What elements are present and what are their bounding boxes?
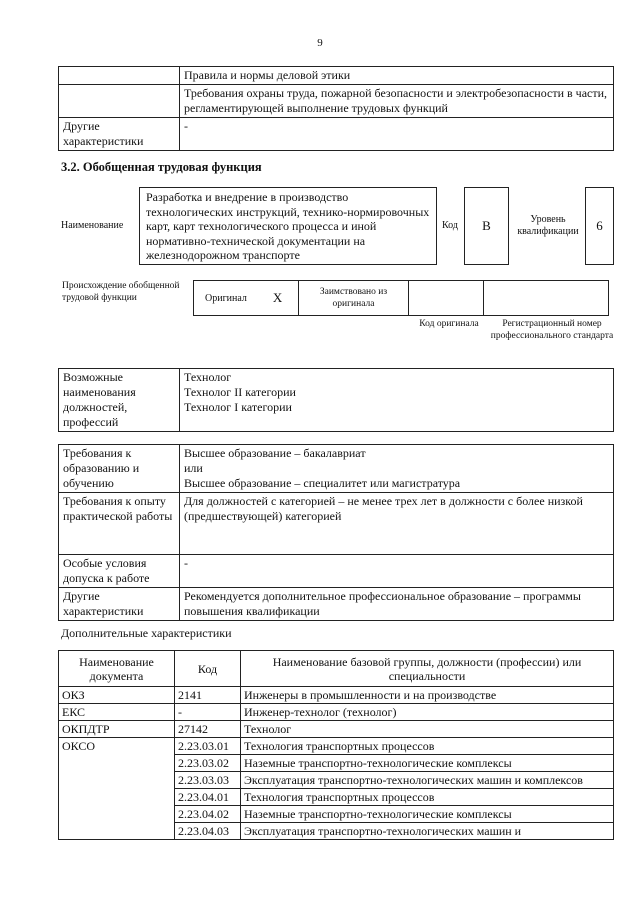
code-cell: 2.23.03.03 [175,772,241,789]
name-label: Наименование [61,220,124,231]
row-label [59,67,180,85]
name-cell: Наземные транспортно-технологические комплексы [241,755,614,772]
header-code: Код [175,651,241,687]
table-row [59,85,614,118]
code-cell: 27142 [175,721,241,738]
top-table [58,66,614,151]
table-row [59,555,614,588]
name-cell: Эксплуатация транспортно-технологических машин и [241,823,614,840]
code-label: Код [442,220,458,231]
name-cell: Технология транспортных процессов [241,789,614,806]
position-item: Технолог [184,370,232,384]
admission-value: - [180,555,614,588]
education-values [180,445,614,493]
admission-label: Особые условия допуска к работе [59,555,180,588]
doc-cell: ОКЗ [59,687,175,704]
doc-cell: ЕКС [59,704,175,721]
name-cell: Эксплуатация транспортно-технологических машин и комплексов [241,772,614,789]
header-doc: Наименование документа [59,651,175,687]
education-label: Требования к образованию и обучению [59,445,180,493]
code-cell: 2.23.03.02 [175,755,241,772]
position-item: Технолог II категории [184,385,296,399]
extra-title: Дополнительные характеристики [61,626,232,640]
level-value: 6 [585,187,614,265]
table-row [59,738,614,755]
positions-label: Возможные наименования должностей, профессий [59,369,180,432]
positions-table [58,368,614,432]
experience-label: Требования к опыту практической работы [59,493,180,555]
borrowed-label: Заимствовано из оригинала [298,280,409,316]
doc-cell: ОКСО [59,738,175,840]
row-value: - [180,118,614,151]
name-cell: Инженер-технолог (технолог) [241,704,614,721]
table-row [59,67,614,85]
function-name: Разработка и внедрение в производство технологических инструкций, технико-нормировочных карт, карт технологического процесса и иной нормативно-технической документации на железнодорожном транспорте [139,187,437,265]
code-cell: - [175,704,241,721]
experience-value: Для должностей с категорией – не менее трех лет в должности с более низкой (предшествующей) категорией [180,493,614,555]
table-row [59,118,614,151]
code-cell: 2.23.04.01 [175,789,241,806]
row-value: Требования охраны труда, пожарной безопасности и электробезопасности в части, регламентирующей выполнение трудовых функций [180,85,614,118]
table-header-row [59,651,614,687]
positions-values [180,369,614,432]
table-row [59,721,614,738]
position-item: Технолог I категории [184,400,292,414]
education-line: или [184,461,203,475]
doc-cell: ОКПДТР [59,721,175,738]
origin-label: Происхождение обобщенной трудовой функции [62,281,180,303]
education-line: Высшее образование – бакалавриат [184,446,366,460]
code-cell: 2141 [175,687,241,704]
original-mark: X [272,290,283,305]
reg-number-cell [483,280,609,316]
code-original-cell [408,280,484,316]
row-label [59,85,180,118]
original-cell [193,280,299,316]
row-value: Правила и нормы деловой этики [180,67,614,85]
table-row [59,687,614,704]
code-cell: 2.23.04.02 [175,806,241,823]
table-row [59,445,614,493]
name-cell: Технология транспортных процессов [241,738,614,755]
code-original-caption: Код оригинала [419,319,479,329]
code-value: B [464,187,509,265]
education-line: Высшее образование – специалитет или магистратура [184,476,461,490]
table-row [59,588,614,621]
name-cell: Технолог [241,721,614,738]
code-cell: 2.23.04.03 [175,823,241,840]
code-cell: 2.23.03.01 [175,738,241,755]
other-value: Рекомендуется дополнительное профессиональное образование – программы повышения квалификации [180,588,614,621]
extra-table [58,650,614,840]
header-name: Наименование базовой группы, должности (профессии) или специальности [241,651,614,687]
table-row [59,369,614,432]
name-cell: Наземные транспортно-технологические комплексы [241,806,614,823]
original-label: Оригинал [205,292,247,304]
other-label: Другие характеристики [59,588,180,621]
table-row [59,704,614,721]
section-title: 3.2. Обобщенная трудовая функция [61,160,262,174]
row-label: Другие характеристики [59,118,180,151]
reg-number-caption: Регистрационный номер профессионального стандарта [490,319,614,341]
page-number: 9 [317,37,323,49]
origin-row [194,280,609,316]
name-cell: Инженеры в промышленности и на производстве [241,687,614,704]
level-label: Уровень квалификации [517,214,579,237]
table-row [59,493,614,555]
requirements-table [58,444,614,621]
